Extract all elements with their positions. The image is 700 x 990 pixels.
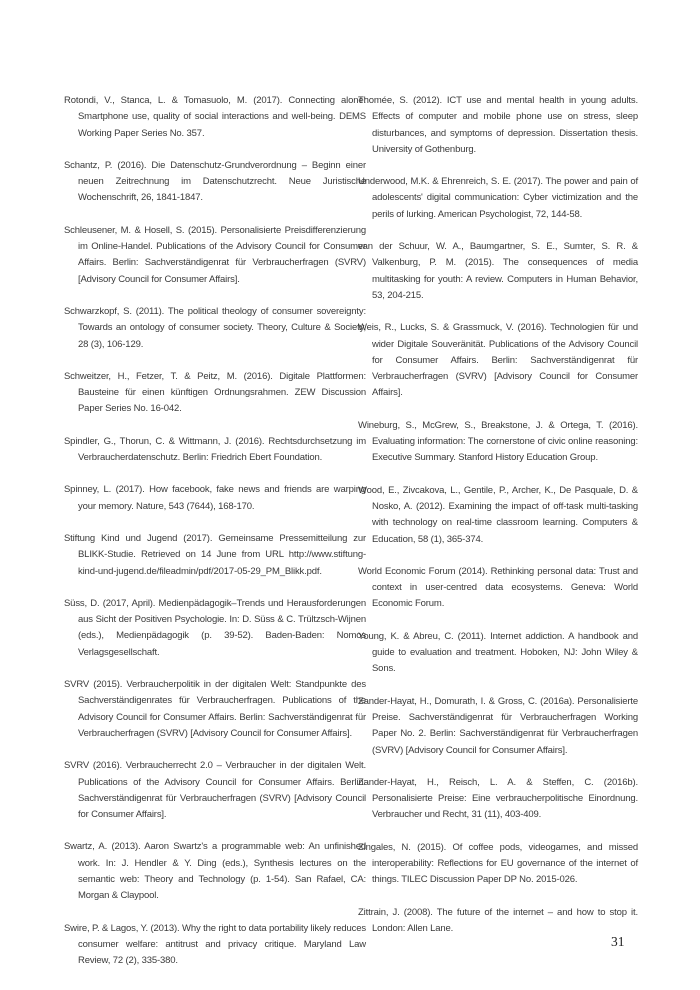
- references-column-right: [358, 93, 638, 937]
- reference-entry: SVRV (2015). Verbraucherpolitik in der digitalen Welt: Standpunkte des Sachverständigenrates für Verbraucherfragen. Publications of the Advisory Council for Consumer Affairs. Berlin: Sachverständigenrat für Verbraucherfragen (SVRV) [Advisory Council for Consumer Affairs].: [64, 679, 366, 739]
- reference-entry: Thomée, S. (2012). ICT use and mental health in young adults. Effects of computer and mobile phone use on stress, sleep disturbances, and symptoms of depression. Dissertation thesis. University of Gothenburg.: [358, 95, 638, 155]
- reference-entry: Young, K. & Abreu, C. (2011). Internet addiction. A handbook and guide to evaluation and treatment. Hoboken, NJ: John Wiley & Sons.: [358, 630, 638, 675]
- reference-entry: Stiftung Kind und Jugend (2017). Gemeinsame Pressemitteilung zur BLIKK-Studie. Retrieved on 14 June from URL http://www.stiftung-kind-und-jugend.de/fileadmin/pdf/2017-05-29_PM_Blikk.pdf.: [64, 532, 366, 577]
- reference-entry: Spinney, L. (2017). How facebook, fake news and friends are warping your memory. Nature, 543 (7644), 168-170.: [64, 484, 366, 512]
- reference-entry: van der Schuur, W. A., Baumgartner, S. E., Sumter, S. R. & Valkenburg, P. M. (2015). The consequences of media multitasking for youth: A review. Computers in Human Behavior, 53, 204-215.: [358, 241, 638, 301]
- reference-entry: Süss, D. (2017, April). Medienpädagogik–Trends und Herausforderungen aus Sicht der Positiven Psychologie. In: D. Süss & C. Trültzsch-Wijnen (eds.), Medienpädagogik (p. 39-52). Baden-Baden: Nomos Verlagsgesellschaft.: [64, 597, 366, 658]
- reference-entry: World Economic Forum (2014). Rethinking personal data: Trust and context in user-centred data ecosystems. Geneva: World Economic Forum.: [358, 565, 638, 610]
- reference-entry: Wineburg, S., McGrew, S., Breakstone, J. & Ortega, T. (2016). Evaluating information: The cornerstone of civic online reasoning: Executive Summary. Stanford History Education Group.: [358, 419, 638, 464]
- reference-entry: Zingales, N. (2015). Of coffee pods, videogames, and missed interoperability: Reflections for EU governance of the internet of things. TILEC Discussion Paper DP No. 2015-026.: [358, 841, 638, 886]
- references-column-left: [64, 93, 366, 969]
- reference-entry: Schleusener, M. & Hosell, S. (2015). Personalisierte Preisdifferenzierung im Online-Handel. Publications of the Advisory Council for Consumer Affairs. Berlin: Sachverständigenrat für Verbraucherfragen (SVRV) [Advisory Council for Consumer Affairs].: [64, 224, 366, 285]
- reference-entry: Rotondi, V., Stanca, L. & Tomasuolo, M. (2017). Connecting alone: Smartphone use, quality of social interactions and well-being. DEMS Working Paper Series No. 357.: [64, 95, 366, 139]
- reference-entry: Zittrain, J. (2008). The future of the internet – and how to stop it. London: Allen Lane.: [358, 906, 638, 934]
- reference-entry: Swartz, A. (2013). Aaron Swartz's a programmable web: An unfinished work. In: J. Hendler & Y. Ding (eds.), Synthesis lectures on the semantic web: Theory and Technology (p. 1-54). San Rafael, CA: Morgan & Claypool.: [64, 841, 366, 902]
- reference-entry: Zander-Hayat, H., Reisch, L. A. & Steffen, C. (2016b). Personalisierte Preise: Eine verbraucherpolitische Einordnung. Verbraucher und Recht, 31 (11), 403-409.: [358, 776, 638, 821]
- reference-entry: Zander-Hayat, H., Domurath, I. & Gross, C. (2016a). Personalisierte Preise. Sachverständigenrat für Verbraucherfragen Working Paper No. 2. Berlin: Sachverständigenrat für Verbraucherfragen (SVRV) [Advisory Council for Consumer Affairs].: [358, 695, 638, 756]
- reference-entry: Weis, R., Lucks, S. & Grassmuck, V. (2016). Technologien für und wider Digitale Souveränität. Publications of the Advisory Council for Consumer Affairs. Berlin: Sachverständigenrat für Verbraucherfragen (SVRV) [Advisory Council for Consumer Affairs].: [358, 322, 638, 399]
- page-number: 31: [611, 934, 625, 949]
- reference-entry: Swire, P. & Lagos, Y. (2013). Why the right to data portability likely reduces consumer welfare: antitrust and privacy critique. Maryland Law Review, 72 (2), 335-380.: [64, 922, 366, 967]
- reference-entry: Wood, E., Zivcakova, L., Gentile, P., Archer, K., De Pasquale, D. & Nosko, A. (2012). Examining the impact of off-task multi-tasking with technology on real-time classroom learning. Computers & Education, 58 (1), 365-374.: [358, 484, 638, 545]
- reference-entry: Schantz, P. (2016). Die Datenschutz-Grundverordnung – Beginn einer neuen Zeitrechnung im Datenschutzrecht. Neue Juristische Wochenschrift, 26, 1841-1847.: [64, 159, 366, 204]
- reference-entry: Schwarzkopf, S. (2011). The political theology of consumer sovereignty: Towards an ontology of consumer society. Theory, Culture & Society, 28 (3), 106-129.: [64, 305, 366, 350]
- reference-entry: Underwood, M.K. & Ehrenreich, S. E. (2017). The power and pain of adolescents' digital communication: Cyber victimization and the perils of lurking. American Psychologist, 72, 144-58.: [358, 176, 638, 220]
- reference-entry: SVRV (2016). Verbraucherrecht 2.0 – Verbraucher in der digitalen Welt. Publications of the Advisory Council for Consumer Affairs. Berlin: Sachverständigenrat für Verbraucherfragen (SVRV) [Advisory Council for Consumer Affairs].: [64, 760, 366, 821]
- reference-entry: Schweitzer, H., Fetzer, T. & Peitz, M. (2016). Digitale Plattformen: Bausteine für einen künftigen Ordnungsrahmen. ZEW Discussion Paper Series No. 16-042.: [64, 370, 366, 415]
- reference-entry: Spindler, G., Thorun, C. & Wittmann, J. (2016). Rechtsdurchsetzung im Verbraucherdatenschutz. Berlin: Friedrich Ebert Foundation.: [64, 435, 366, 464]
